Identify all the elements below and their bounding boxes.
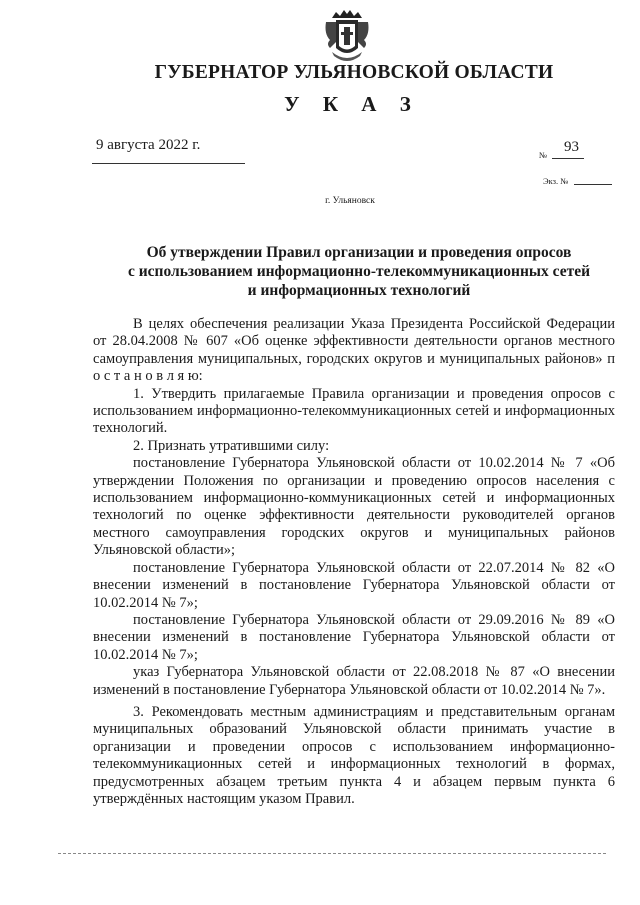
coat-of-arms-emblem <box>322 8 372 66</box>
bottom-dashed-rule <box>58 853 606 854</box>
issue-city: г. Ульяновск <box>325 196 375 206</box>
paragraph-2: 2. Признать утратившими силу: <box>133 437 330 454</box>
document-date: 9 августа 2022 г. <box>96 137 201 153</box>
date-underline <box>92 163 245 164</box>
paragraph-2c: постановление Губернатора Ульяновской области от 29.09.2016 № 89 «О внесении изменений в постановление Губернатора Ульяновской области от 10.02.2014 № 7»; <box>93 611 615 663</box>
document-body <box>93 316 615 808</box>
paragraph-3: 3. Рекомендовать местным администрациям и представительным органам муниципальных образований Ульяновской области принимать участие в организации и проведении опросов с использованием информационно-телекоммуникационных сетей и информационных технологий в формах, предусмотренных абзацем третьим пункта 4 и абзацем первым пункта 6 утверждённых настоящим указом Правил. <box>93 703 615 807</box>
document-type: У К А З <box>284 92 420 116</box>
title-line: и информационных технологий <box>247 282 471 299</box>
copy-number-underline <box>574 184 612 185</box>
issuer-title: ГУБЕРНАТОР УЛЬЯНОВСКОЙ ОБЛАСТИ <box>154 62 554 83</box>
paragraph-2b: постановление Губернатора Ульяновской области от 22.07.2014 № 82 «О внесении изменений в постановление Губернатора Ульяновской области от 10.02.2014 № 7»; <box>93 559 615 611</box>
paragraph-1: 1. Утвердить прилагаемые Правила организации и проведения опросов с использованием информационно-телекоммуникационных сетей и информационных технологий. <box>93 385 615 437</box>
title-line: Об утверждении Правил организации и проведения опросов <box>146 244 572 261</box>
copy-number-label: Экз. № <box>543 176 569 186</box>
title-line: с использованием информационно-телекоммуникационных сетей <box>127 263 591 280</box>
paragraph-2d: указ Губернатора Ульяновской области от 22.08.2018 № 87 «О внесении изменений в постановление Губернатора Ульяновской области от 10.02.2014 № 7». <box>93 664 615 698</box>
preamble-paragraph: В целях обеспечения реализации Указа Президента Российской Федерации от 28.04.2008 № 607 «Об оценке эффективности деятельности органов местного самоуправления муниципальных, городских округов и муниципальных районов» п о с т а н о в л я ю: <box>93 316 615 385</box>
paragraph-2a: постановление Губернатора Ульяновской области от 10.02.2014 № 7 «Об утверждении Положения по организации и проведению опросов населения с использованием информационно-коммуникационных сетей и информационных технологий по оценке эффективности деятельности руководителей органов местного самоуправления городских округов и муниципальных районов Ульяновской области»; <box>93 455 615 559</box>
number-label: № <box>539 150 548 160</box>
number-underline <box>552 158 584 159</box>
document-number: 93 <box>564 139 579 155</box>
document-title <box>80 243 638 300</box>
